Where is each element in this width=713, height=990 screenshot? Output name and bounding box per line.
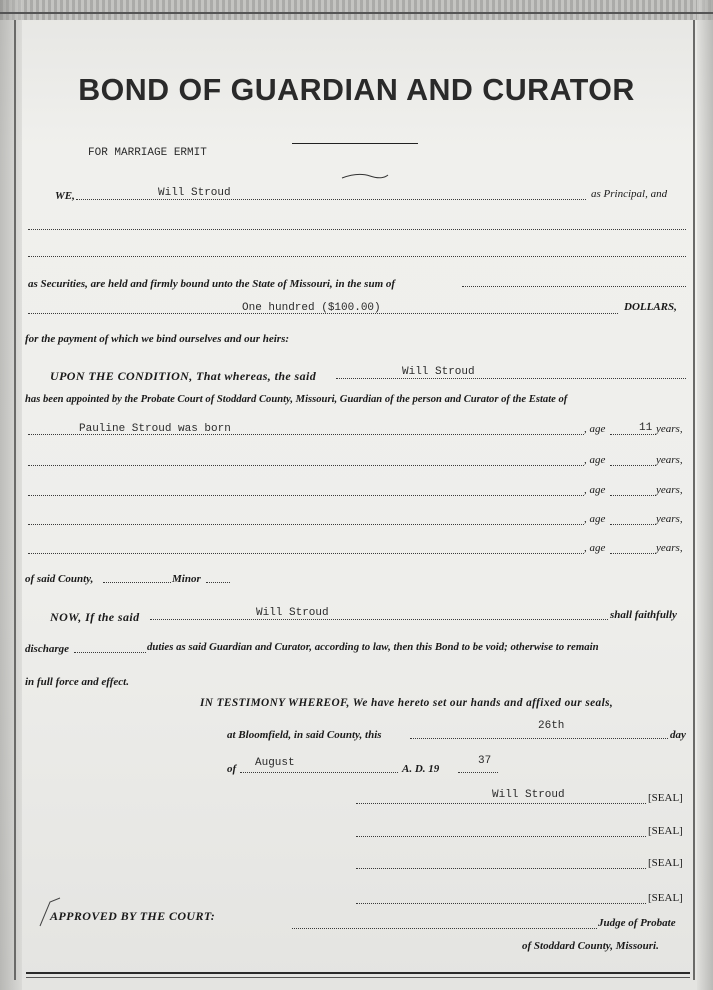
top-rule xyxy=(0,12,713,14)
ward-line-2 xyxy=(28,465,584,466)
ward-line-3 xyxy=(28,495,584,496)
bloomfield-text: at Bloomfield, in said County, this xyxy=(227,729,382,741)
county-label: of Stoddard County, Missouri. xyxy=(522,940,659,952)
condition-name: Will Stroud xyxy=(402,366,475,378)
securities-text: as Securities, are held and firmly bound unto the State of Missouri, in the sum of xyxy=(28,278,396,290)
principal-name: Will Stroud xyxy=(158,187,231,199)
years-label-5: years, xyxy=(656,542,683,554)
day-label: day xyxy=(670,729,686,741)
day-value: 26th xyxy=(538,720,565,732)
age-label-3: , age xyxy=(584,484,606,496)
testimony-text: IN TESTIMONY WHEREOF, We have hereto set our hands and affixed our seals, xyxy=(200,697,614,709)
judge-line xyxy=(292,928,597,929)
seal-label-2: [SEAL] xyxy=(648,825,683,837)
year-line xyxy=(458,772,498,773)
payment-clause: for the payment of which we bind ourselves and our heirs: xyxy=(25,333,290,345)
age-label-1: , age xyxy=(584,423,606,435)
seal-label-4: [SEAL] xyxy=(648,892,683,904)
now-name: Will Stroud xyxy=(256,607,329,619)
years-label-2: years, xyxy=(656,454,683,466)
now-line xyxy=(150,619,608,620)
ward-line-4 xyxy=(28,524,584,525)
right-border-line xyxy=(693,20,695,980)
age-label-2: , age xyxy=(584,454,606,466)
scan-left-edge xyxy=(0,0,22,990)
age-line-3 xyxy=(610,495,656,496)
years-label-1: years, xyxy=(656,423,683,435)
bottom-rule-1 xyxy=(26,972,690,974)
signature-line-3 xyxy=(356,868,646,869)
signature-line-2 xyxy=(356,836,646,837)
scan-top-edge xyxy=(0,0,713,20)
scan-right-edge xyxy=(697,0,713,990)
seal-label-3: [SEAL] xyxy=(648,857,683,869)
blank-line-1 xyxy=(28,229,686,230)
discharge-line xyxy=(74,652,146,653)
year-value: 37 xyxy=(478,755,492,767)
judge-label: Judge of Probate xyxy=(598,917,676,929)
we-label: WE, xyxy=(55,190,75,202)
appointed-text: has been appointed by the Probate Court of Stoddard County, Missouri, Guardian of the person and Curator of the Estate of xyxy=(25,394,568,405)
years-label-4: years, xyxy=(656,513,683,525)
left-border-line xyxy=(14,20,16,980)
minor-line xyxy=(206,582,230,583)
ward-line-5 xyxy=(28,553,584,554)
bottom-rule-2 xyxy=(26,977,690,978)
minor-label: Minor xyxy=(172,573,201,585)
sum-amount: One hundred ($100.00) xyxy=(242,302,381,314)
age-line-2 xyxy=(610,465,656,466)
age-label-4: , age xyxy=(584,513,606,525)
condition-line xyxy=(336,378,686,379)
shall-faithfully: shall faithfully xyxy=(610,609,677,621)
signature-line-1 xyxy=(356,803,646,804)
age-line-4 xyxy=(610,524,656,525)
signature-1: Will Stroud xyxy=(492,789,565,801)
age-line-5 xyxy=(610,553,656,554)
title-underline xyxy=(292,143,418,144)
age-line-1 xyxy=(610,434,656,435)
county-line xyxy=(103,582,171,583)
of-label: of xyxy=(227,763,237,775)
ward-age-1: 11 xyxy=(639,422,653,434)
seal-label-1: [SEAL] xyxy=(648,792,683,804)
flourish-mark xyxy=(340,172,390,180)
as-principal-label: as Principal, and xyxy=(591,188,668,200)
form-title: BOND OF GUARDIAN AND CURATOR xyxy=(78,72,635,107)
years-label-3: years, xyxy=(656,484,683,496)
duties-text: duties as said Guardian and Curator, according to law, then this Bond to be void; otherwise to remain xyxy=(147,641,599,653)
county-prefix: of said County, xyxy=(25,573,94,585)
approved-label: APPROVED BY THE COURT: xyxy=(50,909,216,923)
blank-line-2 xyxy=(28,256,686,257)
condition-label: UPON THE CONDITION, That whereas, the said xyxy=(50,369,317,383)
signature-line-4 xyxy=(356,903,646,904)
dollars-label: DOLLARS, xyxy=(624,301,677,313)
month-line xyxy=(240,772,398,773)
principal-line xyxy=(76,199,586,200)
age-label-5: , age xyxy=(584,542,606,554)
now-label: NOW, If the said xyxy=(50,610,140,624)
sum-line-a xyxy=(462,286,686,287)
subtitle-typed: FOR MARRIAGE ΕRMIT xyxy=(88,147,207,159)
ward-name-1: Pauline Stroud was born xyxy=(79,423,231,435)
full-force-text: in full force and effect. xyxy=(25,676,129,688)
discharge-label: discharge xyxy=(25,643,69,655)
ad-label: A. D. 19 xyxy=(402,763,440,775)
day-line xyxy=(410,738,668,739)
month-value: August xyxy=(255,757,295,769)
